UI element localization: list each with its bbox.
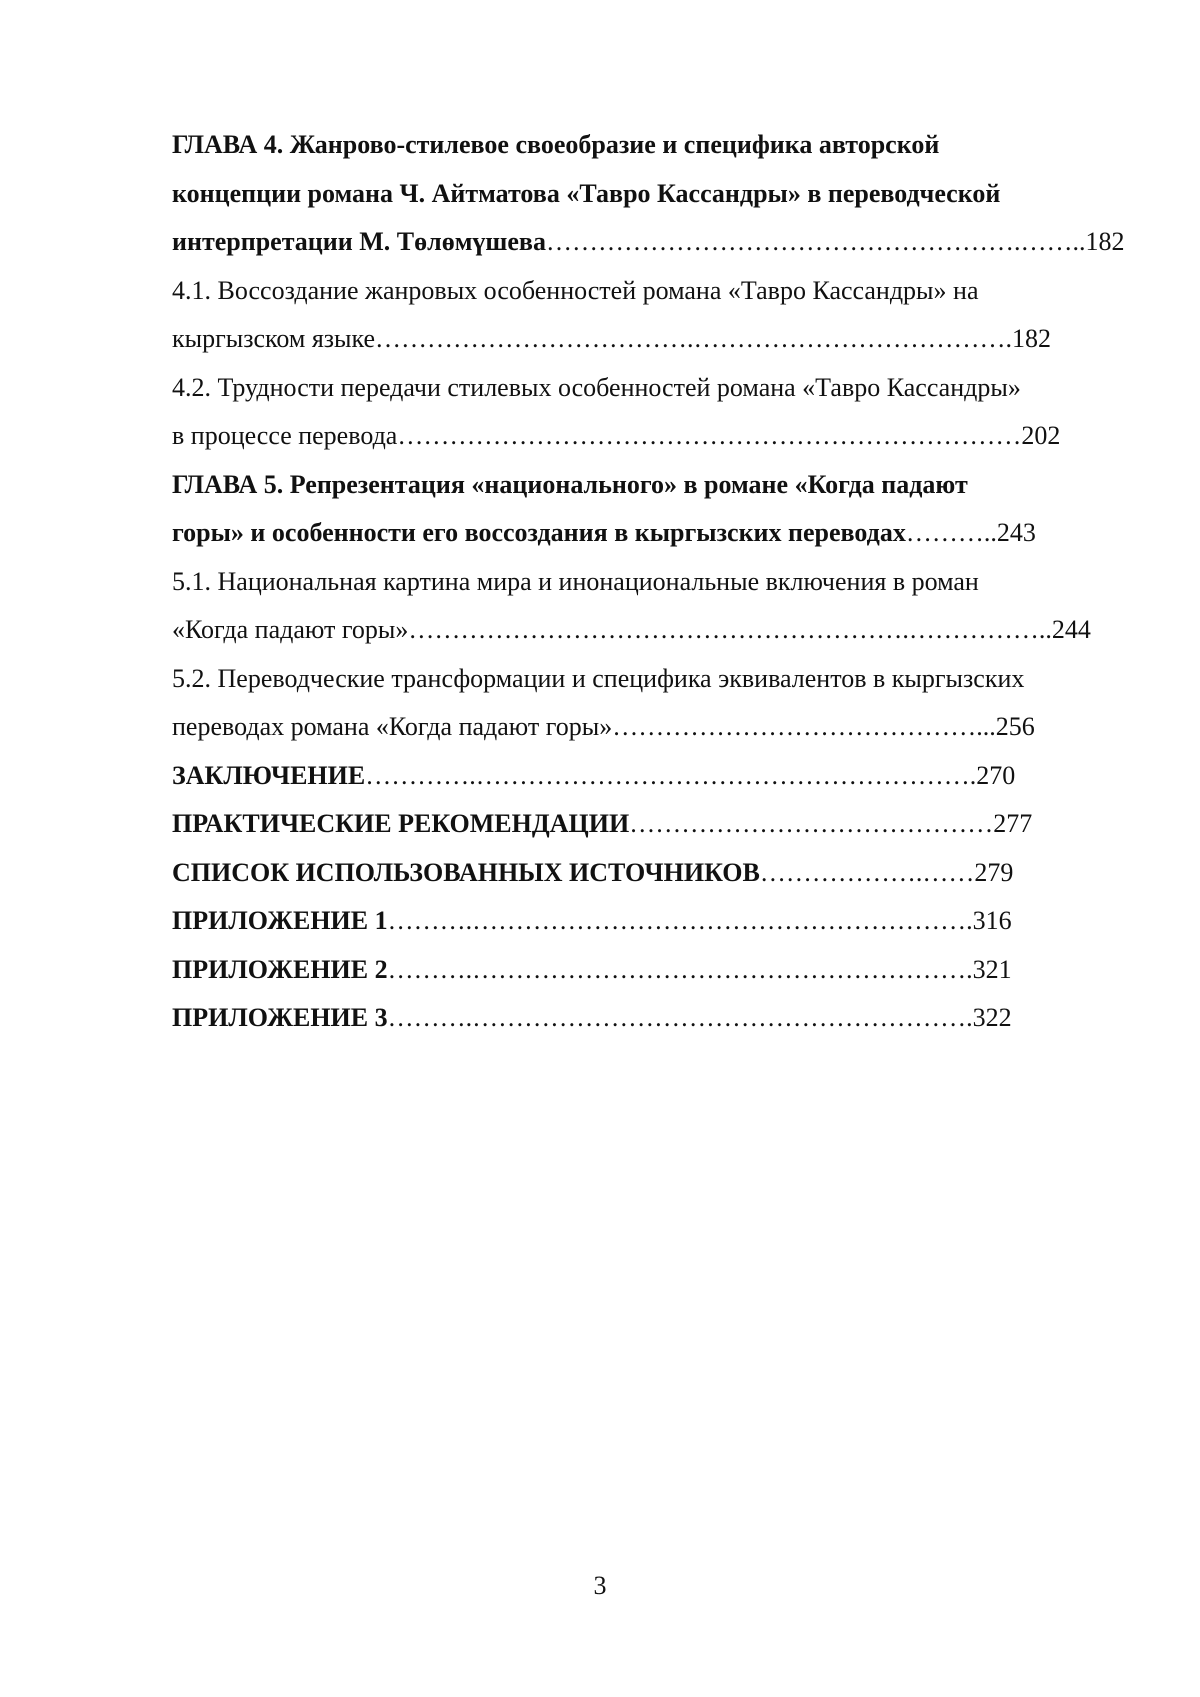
page-number: 3	[593, 1571, 607, 1600]
dot-leader: ………………………………………………………………	[397, 421, 1022, 450]
page-ref: 182	[1012, 324, 1052, 353]
page-ref: 202	[1021, 421, 1061, 450]
toc-entry-title: ПРИЛОЖЕНИЕ 2	[172, 954, 388, 984]
dot-leader: ……….………………………………………………….	[387, 1003, 973, 1032]
toc-entry-title-end: кыргызском языке	[172, 324, 376, 353]
toc-entry-title-line: 5.2. Переводческие трансформации и специфика эквивалентов в кыргызских	[172, 663, 1025, 693]
toc-entry-title: ПРИЛОЖЕНИЕ 3	[172, 1003, 388, 1032]
page-ref: 277	[993, 809, 1033, 838]
page-ref: 321	[972, 954, 1012, 984]
page-ref: 316	[972, 906, 1012, 935]
toc-entry-title-end: «Когда падают горы»	[172, 615, 409, 644]
toc-entry-section-4-1[interactable]	[172, 267, 1116, 364]
toc-entry-title-line: ГЛАВА 5. Репрезентация «национального» в романе «Когда падают	[172, 469, 968, 499]
toc-entry-leader-line	[172, 412, 1116, 461]
page-ref: ..244	[1038, 615, 1091, 644]
toc-entry-section-5-1[interactable]	[172, 558, 1116, 655]
dot-leader: ……….………………………………………………….	[387, 906, 973, 935]
dot-leader: ………………………………………………….……………	[408, 615, 1039, 644]
page-ref: ...256	[976, 712, 1035, 741]
toc-entry-appendix-2[interactable]	[172, 946, 1116, 995]
dot-leader: ……….………………………………………………….	[387, 954, 973, 984]
dot-leader: ……………….……	[759, 857, 975, 887]
toc-entry-title-line: ГЛАВА 4. Жанрово-стилевое своеобразие и специфика авторской	[172, 130, 940, 159]
dot-leader: ………	[905, 518, 984, 547]
toc-entry-title: СПИСОК ИСПОЛЬЗОВАННЫХ ИСТОЧНИКОВ	[172, 857, 760, 887]
toc-entry-leader-line	[172, 509, 1116, 558]
toc-entry-title-end: интерпретации М. Төлөмүшева	[172, 227, 546, 256]
dot-leader: ……………………………………………….…….	[545, 227, 1079, 256]
toc-entry-section-5-2[interactable]	[172, 655, 1116, 752]
toc-entry-chapter-4[interactable]	[172, 121, 1125, 267]
toc-entry-title-end: переводах романа «Когда падают горы»	[172, 712, 613, 741]
page-ref: 270	[976, 760, 1016, 790]
page-ref: 322	[972, 1003, 1012, 1032]
toc-entry-recommendations[interactable]	[172, 800, 1116, 849]
dot-leader: ………….………………………………………………….	[365, 760, 977, 790]
page-ref: 279	[974, 857, 1014, 887]
toc-entry-chapter-5[interactable]	[172, 461, 1116, 558]
toc-entry-appendix-3[interactable]	[172, 994, 1116, 1043]
page-ref: .182	[1078, 227, 1125, 256]
toc-entry-leader-line	[172, 606, 1116, 655]
toc-entry-title: ПРИЛОЖЕНИЕ 1	[172, 906, 388, 935]
toc-entry-title: ЗАКЛЮЧЕНИЕ	[172, 760, 366, 790]
dot-leader: ……………………………………	[612, 712, 977, 741]
toc-entry-section-4-2[interactable]	[172, 364, 1116, 461]
dot-leader: ……………………………….……………………………….	[375, 324, 1013, 353]
toc-entry-leader-line	[172, 218, 1125, 267]
page-ref: ..243	[983, 518, 1036, 547]
toc-entry-appendix-1[interactable]	[172, 897, 1116, 946]
toc-entry-sources[interactable]	[172, 849, 1116, 898]
toc-entry-title-end: в процессе перевода	[172, 421, 398, 450]
toc-entry-title: ПРАКТИЧЕСКИЕ РЕКОМЕНДАЦИИ	[172, 809, 630, 838]
toc-entry-leader-line	[172, 703, 1116, 752]
toc-entry-title-end: горы» и особенности его воссоздания в кыргызских переводах	[172, 518, 906, 547]
toc-entry-title-line: 4.2. Трудности передачи стилевых особенностей романа «Тавро Кассандры»	[172, 372, 1021, 402]
table-of-contents	[172, 121, 1125, 1043]
toc-entry-conclusion[interactable]	[172, 752, 1116, 801]
toc-entry-title-line: концепции романа Ч. Айтматова «Тавро Кассандры» в переводческой	[172, 178, 1001, 208]
toc-entry-title-line: 5.1. Национальная картина мира и инонациональные включения в роман	[172, 566, 979, 596]
toc-entry-title-line: 4.1. Воссоздание жанровых особенностей романа «Тавро Кассандры» на	[172, 275, 979, 305]
toc-entry-leader-line	[172, 315, 1116, 364]
dot-leader: ……………………………………	[629, 809, 994, 838]
